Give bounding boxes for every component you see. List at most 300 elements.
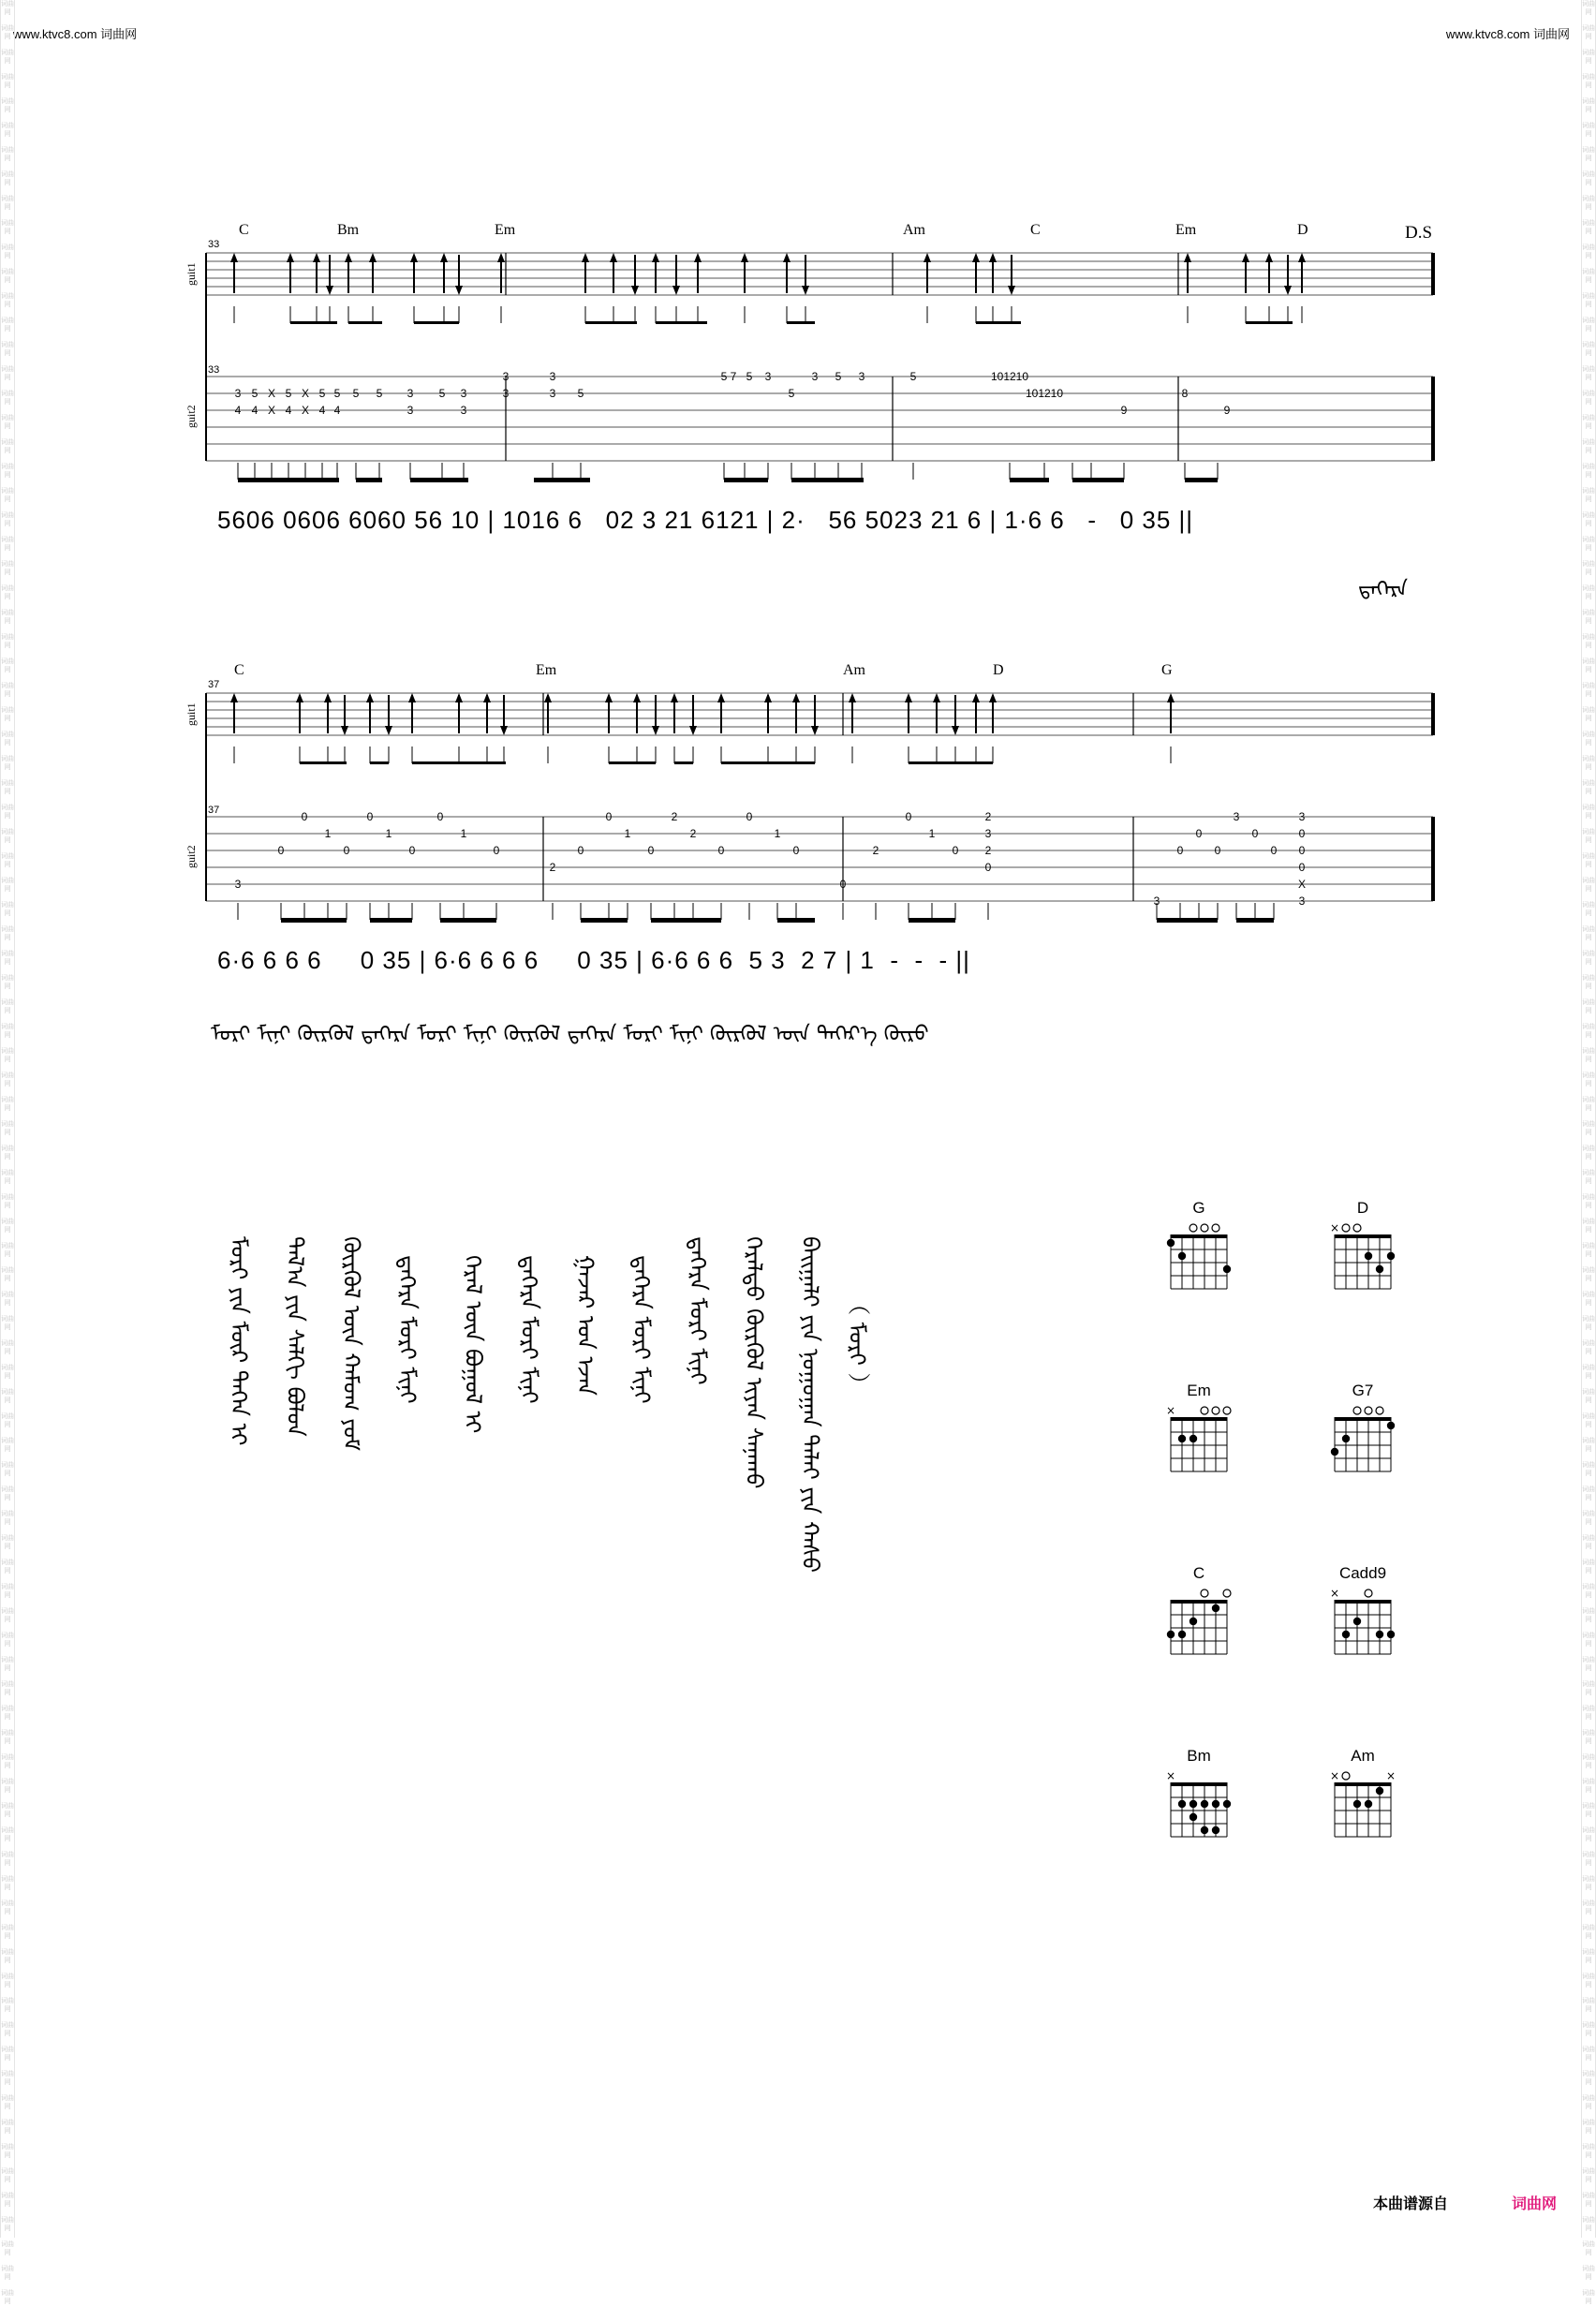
watermark-text: 词曲网 [1, 560, 14, 576]
chord-diagram-am [1325, 1747, 1410, 1845]
strum-arrow [369, 253, 377, 262]
open-string-marker [1353, 1224, 1361, 1232]
tab-fret-number: 5 [835, 370, 842, 383]
lyric-column: ᠳ᠋ᠡᠭᠡᠷᠡ ᠮᠣᠷᠢ ᠮᠢᠨᠢ [685, 1236, 711, 1385]
rhythm-beam [414, 321, 459, 324]
tab-fret-number: 5 [720, 370, 728, 383]
tab-fret-number: 5 [438, 387, 446, 400]
tab-fret-number: X [301, 387, 310, 400]
watermark-text: 词曲网 [1, 2070, 14, 2086]
strum-arrow [764, 693, 772, 702]
watermark-text: 词曲网 [1582, 1534, 1595, 1550]
watermark-text: 词曲网 [1582, 2192, 1595, 2208]
watermark-text: 词曲网 [1582, 1023, 1595, 1039]
watermark-text: 词曲网 [1582, 1486, 1595, 1501]
watermark-text: 词曲网 [1582, 560, 1595, 576]
rhythm-beam [370, 761, 389, 764]
watermark-text: 词曲网 [1582, 1997, 1595, 2013]
rhythm-beam [348, 321, 382, 324]
open-string-marker [1212, 1224, 1219, 1232]
watermark-text: 词曲网 [1582, 122, 1595, 138]
tab-fret-number: 3 [1153, 894, 1160, 908]
watermark-text: 词曲网 [1, 390, 14, 406]
muted-string-marker: × [1329, 1221, 1340, 1234]
watermark-text: 词曲网 [1, 1315, 14, 1331]
tab-fret-number: 0 [366, 810, 374, 823]
tab-fret-number: 3 [460, 404, 467, 417]
open-string-marker [1212, 1407, 1219, 1414]
watermark-text: 词曲网 [1582, 1778, 1595, 1794]
strum-arrow [324, 693, 332, 702]
tab-fret-number: 101210 [990, 370, 1029, 383]
track-label: guit2 [185, 405, 198, 428]
watermark-text: 词曲网 [1, 463, 14, 479]
tab-fret-number: 3 [460, 387, 467, 400]
watermark-text: 词曲网 [1, 1778, 14, 1794]
tab-fret-number: 3 [234, 387, 242, 400]
strum-arrow [1008, 286, 1015, 295]
tab-fret-number: 7 [730, 370, 737, 383]
chord-grid-svg [1325, 1218, 1400, 1293]
watermark-text: 词曲网 [1, 1851, 14, 1867]
watermark-text: 词曲网 [1582, 487, 1595, 503]
strum-arrow [341, 726, 348, 735]
tab-rhythm-beam [777, 918, 815, 923]
watermark-text: 词曲网 [1, 779, 14, 795]
rhythm-beam [976, 321, 1021, 324]
open-string-marker [1353, 1407, 1361, 1414]
watermark-text: 词曲网 [1, 1291, 14, 1307]
watermark-text: 词曲网 [1, 1339, 14, 1355]
watermark-text: 词曲网 [1, 1973, 14, 1988]
lyric-column: ᠳ᠋ᠡᠭᠡᠷᠡ ᠮᠣᠷᠢ ᠮᠢᠨᠢ [394, 1255, 421, 1404]
chord-name: Am [843, 662, 865, 678]
watermark-text: 词曲网 [1582, 511, 1595, 527]
chord-diagram-name: G7 [1352, 1382, 1374, 1399]
watermark-text: 词曲网 [1582, 2265, 1595, 2281]
muted-string-marker: × [1165, 1769, 1176, 1782]
chord-diagrams [1161, 1199, 1461, 1892]
tab-fret-number: 0 [1251, 827, 1259, 840]
watermark-text: 词曲网 [1582, 1437, 1595, 1453]
watermark-text: 词曲网 [1582, 292, 1595, 308]
strum-arrow [230, 693, 238, 702]
watermark-text: 词曲网 [1, 1412, 14, 1428]
jianpu-line-1: 5606 0606 6060 56 10 | 1016 6 02 3 21 6121 | 2· 56 5023 21 6 | 1·6 6 - 0 35 || [217, 506, 1194, 534]
strum-arrow [440, 253, 448, 262]
chord-name: D [1297, 222, 1308, 238]
rhythm-beam [1246, 321, 1293, 324]
watermark-text: 词曲网 [1582, 1291, 1595, 1307]
tab-fret-number: 0 [839, 878, 847, 891]
rhythm-beam [412, 761, 506, 764]
watermark-text: 词曲网 [1582, 341, 1595, 357]
rhythm-beam [290, 321, 337, 324]
finger-dot [1387, 1252, 1395, 1260]
chord-diagram-bm [1161, 1747, 1246, 1845]
muted-string-marker: × [1329, 1587, 1340, 1600]
watermark-text: 词曲网 [1582, 1412, 1595, 1428]
watermark-text: 词曲网 [1, 2265, 14, 2281]
watermark-text: 词曲网 [1582, 1899, 1595, 1915]
muted-string-marker: × [1165, 1404, 1176, 1417]
watermark-text: 词曲网 [1582, 1607, 1595, 1623]
finger-dot [1353, 1618, 1361, 1625]
strum-arrow [972, 253, 980, 262]
watermark-text: 词曲网 [1582, 901, 1595, 917]
watermark-text: 词曲网 [1582, 1583, 1595, 1599]
chord-nut [1335, 1417, 1391, 1421]
watermark-text: 词曲网 [1, 1072, 14, 1087]
tab-fret-number: 3 [406, 404, 414, 417]
tab-fret-number: 2 [984, 810, 992, 823]
watermark-text: 词曲网 [1, 1388, 14, 1404]
chord-name: Bm [337, 222, 360, 238]
strum-arrow [582, 253, 589, 262]
left-watermark-strip [0, 0, 15, 2305]
watermark-text: 词曲网 [1582, 950, 1595, 966]
chord-diagram-name: G [1192, 1199, 1205, 1217]
ds-marking: D.S [1405, 223, 1433, 243]
tab-fret-number: 0 [1298, 861, 1306, 874]
strum-arrow [989, 693, 997, 702]
watermark-text: 词曲网 [1582, 998, 1595, 1014]
tab-fret-number: 3 [234, 878, 242, 891]
watermark-text: 词曲网 [1, 877, 14, 893]
watermark-text: 词曲网 [1582, 682, 1595, 698]
bar-number: 33 [208, 364, 220, 376]
tab-fret-number: 0 [952, 844, 959, 857]
tab-fret-number: 3 [502, 387, 510, 400]
lyric-column: ᠭᠡᠷᠡᠯ ᠦᠨ ᠪᠤᠭᠤᠯ ᠢ [460, 1255, 486, 1434]
strum-arrow [345, 253, 352, 262]
strum-arrow [689, 726, 697, 735]
watermark-text: 词曲网 [1, 2240, 14, 2256]
chord-name: Em [1175, 222, 1197, 238]
watermark-text: 词曲网 [1, 950, 14, 966]
strum-arrow [811, 726, 819, 735]
open-string-marker [1342, 1772, 1350, 1780]
watermark-text: 词曲网 [1, 219, 14, 235]
tab-fret-number: 1 [774, 827, 781, 840]
watermark-text: 词曲网 [1, 1680, 14, 1696]
watermark-text: 词曲网 [1, 1632, 14, 1648]
finger-dot [1365, 1252, 1372, 1260]
tab-fret-number: 0 [408, 844, 416, 857]
chord-grid-svg [1161, 1583, 1236, 1658]
watermark-text: 词曲网 [1, 658, 14, 673]
strum-arrow [455, 693, 463, 702]
tab-fret-number: 5 [746, 370, 753, 383]
chord-diagram-name: Bm [1187, 1747, 1211, 1765]
tab-fret-number: 1 [928, 827, 936, 840]
watermark-text: 词曲网 [1, 1193, 14, 1209]
strum-arrow [783, 253, 791, 262]
tab-fret-number: 0 [1298, 827, 1306, 840]
watermark-text: 词曲网 [1, 1047, 14, 1063]
tablature-system-2 [185, 656, 1452, 955]
finger-dot [1365, 1800, 1372, 1808]
watermark-text: 词曲网 [1582, 877, 1595, 893]
footer-site-link[interactable]: 词曲网 [1512, 2196, 1558, 2212]
tab-fret-number: 4 [285, 404, 292, 417]
watermark-text: 词曲网 [1, 2289, 14, 2305]
watermark-text: 词曲网 [1582, 1120, 1595, 1136]
strum-arrow [1265, 253, 1273, 262]
strum-arrow [610, 253, 617, 262]
strum-arrow [497, 253, 505, 262]
strum-arrow [408, 693, 416, 702]
watermark-text: 词曲网 [1582, 609, 1595, 625]
rhythm-beam [909, 761, 993, 764]
jianpu-line-2: 6·6 6 6 6 0 35 | 6·6 6 6 6 0 35 | 6·6 6 6 5 3 2 7 | 1 - - - || [217, 946, 970, 974]
watermark-text: 词曲网 [1582, 1242, 1595, 1258]
strum-arrow [792, 693, 800, 702]
watermark-text: 词曲网 [1582, 1948, 1595, 1964]
chord-diagram-em [1161, 1382, 1246, 1480]
tab-fret-number: 0 [792, 844, 800, 857]
watermark-text: 词曲网 [1, 609, 14, 625]
header-left-url[interactable]: www.ktvc8.com 词曲网 [13, 27, 138, 41]
finger-dot [1223, 1265, 1231, 1273]
watermark-text: 词曲网 [1582, 438, 1595, 454]
watermark-text: 词曲网 [1582, 1729, 1595, 1745]
chord-name: G [1161, 662, 1173, 678]
finger-dot [1212, 1826, 1219, 1834]
muted-string-marker: × [1385, 1769, 1396, 1782]
watermark-text: 词曲网 [1582, 1145, 1595, 1160]
right-watermark-strip [1581, 0, 1596, 2305]
strum-arrow [1284, 286, 1292, 295]
tab-fret-number: 0 [301, 810, 308, 823]
lyric-column: ᠮᠣᠷᠢ ᠶᠢᠨ ᠮᠥᠷ ᠲᠡᠭᠡᠨ ᠢ [226, 1236, 252, 1446]
watermark-text: 词曲网 [1, 1802, 14, 1818]
watermark-text: 词曲网 [1, 1534, 14, 1550]
strum-arrow [455, 286, 463, 295]
open-string-marker [1342, 1224, 1350, 1232]
watermark-text: 词曲网 [1, 1096, 14, 1112]
tab-fret-number: 3 [984, 827, 992, 840]
strum-arrow [849, 693, 856, 702]
watermark-text: 词曲网 [1582, 2119, 1595, 2135]
watermark-text: 词曲网 [1582, 2143, 1595, 2159]
tab-rhythm-beam [1185, 478, 1218, 482]
watermark-text: 词曲网 [1582, 24, 1595, 40]
chord-nut [1335, 1234, 1391, 1238]
watermark-text: 词曲网 [1582, 804, 1595, 820]
strum-arrow [1167, 693, 1175, 702]
watermark-text: 词曲网 [1, 1218, 14, 1234]
tab-fret-number: 0 [605, 810, 613, 823]
finger-dot [1212, 1800, 1219, 1808]
lyric-column: ᠳ᠋ᠡᠭᠡᠷᠡ ᠮᠣᠷᠢ ᠮᠢᠨᠢ [628, 1255, 655, 1404]
tab-rhythm-beam [581, 918, 628, 923]
finger-dot [1201, 1826, 1208, 1834]
chord-name: C [239, 222, 249, 238]
tab-fret-number: 1 [324, 827, 332, 840]
watermark-text: 词曲网 [1582, 1339, 1595, 1355]
strum-arrow [1298, 253, 1306, 262]
tab-fret-number: 5 [333, 387, 341, 400]
tab-fret-number: 0 [647, 844, 655, 857]
bar-number: 37 [208, 805, 220, 816]
strum-arrow [989, 253, 997, 262]
watermark-text: 词曲网 [1, 852, 14, 868]
tab-fret-number: 2 [689, 827, 697, 840]
lyrics-block [225, 1236, 955, 1911]
track-label: guit2 [185, 845, 198, 868]
finger-dot [1331, 1448, 1338, 1456]
chord-diagram-g7 [1325, 1382, 1410, 1480]
watermark-text: 词曲网 [1, 2192, 14, 2208]
chord-name: D [993, 662, 1004, 678]
watermark-text: 词曲网 [1, 268, 14, 284]
open-string-marker [1201, 1589, 1208, 1597]
lyric-line-2: ᠮᠣᠷᠢ ᠮᠢᠨᠢ ᠬᠦᠷᠬᠦᠯ ᠳ᠋ᠡᠭᠡᠷᠡ ᠮᠣᠷᠢ ᠮᠢᠨᠢ ᠬᠦᠷᠬᠦᠯ ᠳ᠋ᠡᠭᠡᠷᠡ ᠮᠣᠷᠢ ᠮᠢᠨᠢ ᠬᠦᠷᠬᠦᠯ ᠦᠨ ᠳᠡᠭᠡᠷ᠎ᠡ ᠬᠦᠷᠦ [211, 1023, 929, 1046]
finger-dot [1223, 1800, 1231, 1808]
tab-fret-number: 0 [717, 844, 725, 857]
tab-rhythm-beam [651, 918, 721, 923]
tab-fret-number: 0 [1270, 844, 1278, 857]
watermark-text: 词曲网 [1582, 1266, 1595, 1282]
strum-arrow [717, 693, 725, 702]
strum-arrow [500, 726, 508, 735]
watermark-text: 词曲网 [1582, 2240, 1595, 2256]
watermark-text: 词曲网 [1, 731, 14, 746]
watermark-text: 词曲网 [1, 706, 14, 722]
strum-arrow [1242, 253, 1249, 262]
chord-nut [1171, 1782, 1227, 1786]
open-string-marker [1201, 1224, 1208, 1232]
watermark-text: 词曲网 [1582, 925, 1595, 941]
rhythm-beam [656, 321, 707, 324]
finger-dot [1201, 1800, 1208, 1808]
rhythm-beam [585, 321, 637, 324]
header-right-url[interactable]: www.ktvc8.com 词曲网 [1445, 27, 1570, 41]
chord-diagram-cadd9 [1325, 1564, 1410, 1663]
watermark-text: 词曲网 [1582, 1072, 1595, 1087]
watermark-text: 词曲网 [1, 633, 14, 649]
watermark-text: 词曲网 [1582, 1510, 1595, 1526]
watermark-text: 词曲网 [1582, 852, 1595, 868]
finger-dot [1178, 1800, 1186, 1808]
watermark-text: 词曲网 [1, 536, 14, 552]
watermark-text: 词曲网 [1, 1510, 14, 1526]
watermark-text: 词曲网 [1, 1559, 14, 1574]
tab-fret-number: 4 [318, 404, 326, 417]
watermark-text: 词曲网 [1582, 2167, 1595, 2183]
watermark-text: 词曲网 [1, 146, 14, 162]
finger-dot [1167, 1239, 1175, 1247]
tab-fret-number: 9 [1223, 404, 1231, 417]
tab-rhythm-beam [238, 478, 339, 482]
open-string-marker [1201, 1407, 1208, 1414]
tab-fret-number: 0 [493, 844, 500, 857]
chord-nut [1171, 1600, 1227, 1604]
finger-dot [1387, 1422, 1395, 1429]
lyric-column: ᠪᠠᠢᠭᠠᠯᠢ ᠶᠢᠨ ᠨᠣᠭᠣᠭᠠᠨ ᠳᠠᠯᠠᠢ ᠶᠢᠨ ᠬᠠᠰᠤ [797, 1236, 823, 1573]
watermark-text: 词曲网 [1, 1437, 14, 1453]
score-system-2 [185, 656, 1452, 955]
tab-rhythm-beam [534, 478, 590, 482]
strum-arrow [924, 253, 931, 262]
tab-fret-number: 2 [671, 810, 678, 823]
strum-arrow [633, 693, 641, 702]
strum-arrow [605, 693, 613, 702]
tab-fret-number: 0 [277, 844, 285, 857]
watermark-text: 词曲网 [1, 244, 14, 259]
watermark-text: 词曲网 [1582, 97, 1595, 113]
chord-diagram-name: D [1356, 1199, 1369, 1217]
tab-fret-number: 5 [788, 387, 795, 400]
strum-arrow [483, 693, 491, 702]
tab-fret-number: 1 [460, 827, 467, 840]
chord-grid-svg [1325, 1400, 1400, 1475]
strum-arrow [296, 693, 303, 702]
tab-fret-number: X [267, 387, 276, 400]
watermark-text: 词曲网 [1582, 584, 1595, 600]
watermark-text: 词曲网 [1, 2143, 14, 2159]
watermark-text: 词曲网 [1582, 1973, 1595, 1988]
chord-diagram-name: Em [1187, 1382, 1211, 1399]
watermark-text: 词曲网 [1, 2167, 14, 2183]
tab-rhythm-beam [356, 478, 382, 482]
tab-fret-number: 3 [1298, 894, 1306, 908]
strum-arrow [287, 253, 294, 262]
rhythm-beam [674, 761, 693, 764]
strum-arrow [544, 693, 552, 702]
strum-arrow [802, 286, 809, 295]
watermark-text: 词曲网 [1582, 170, 1595, 186]
watermark-text: 词曲网 [1, 2021, 14, 2037]
watermark-text: 词曲网 [1582, 1656, 1595, 1672]
strum-arrow [366, 693, 374, 702]
watermark-text: 词曲网 [1, 925, 14, 941]
open-string-marker [1376, 1407, 1383, 1414]
watermark-text: 词曲网 [1, 1583, 14, 1599]
lyric-line-1: ᠳ᠋ᠡᠭᠡᠷᠡ [1358, 578, 1409, 601]
finger-dot [1167, 1631, 1175, 1638]
open-string-marker [1365, 1407, 1372, 1414]
tab-fret-number: 5 [909, 370, 917, 383]
strum-arrow [905, 693, 912, 702]
finger-dot [1178, 1631, 1186, 1638]
watermark-text: 词曲网 [1582, 2021, 1595, 2037]
watermark-text: 词曲网 [1582, 1559, 1595, 1574]
strum-arrow [652, 726, 659, 735]
footer-source: 本曲谱源自 [1373, 2196, 1449, 2212]
chord-grid-svg [1161, 1400, 1236, 1475]
watermark-text: 词曲网 [1, 998, 14, 1014]
watermark-text: 词曲网 [1582, 1364, 1595, 1380]
rhythm-beam [721, 761, 815, 764]
tab-fret-number: 0 [1195, 827, 1203, 840]
watermark-text: 词曲网 [1582, 1461, 1595, 1477]
lyric-column: （ ᠮᠣᠷᠢ ） [844, 1293, 870, 1396]
watermark-text: 词曲网 [1582, 1096, 1595, 1112]
watermark-text: 词曲网 [1582, 731, 1595, 746]
chord-nut [1171, 1417, 1227, 1421]
chord-diagram-name: C [1192, 1564, 1205, 1582]
watermark-text: 词曲网 [1, 487, 14, 503]
tab-fret-number: 3 [406, 387, 414, 400]
open-string-marker [1190, 1224, 1197, 1232]
open-string-marker [1223, 1407, 1231, 1414]
tab-rhythm-beam [724, 478, 768, 482]
watermark-text: 词曲网 [1, 828, 14, 844]
finger-dot [1190, 1618, 1197, 1625]
watermark-text: 词曲网 [1582, 1826, 1595, 1842]
